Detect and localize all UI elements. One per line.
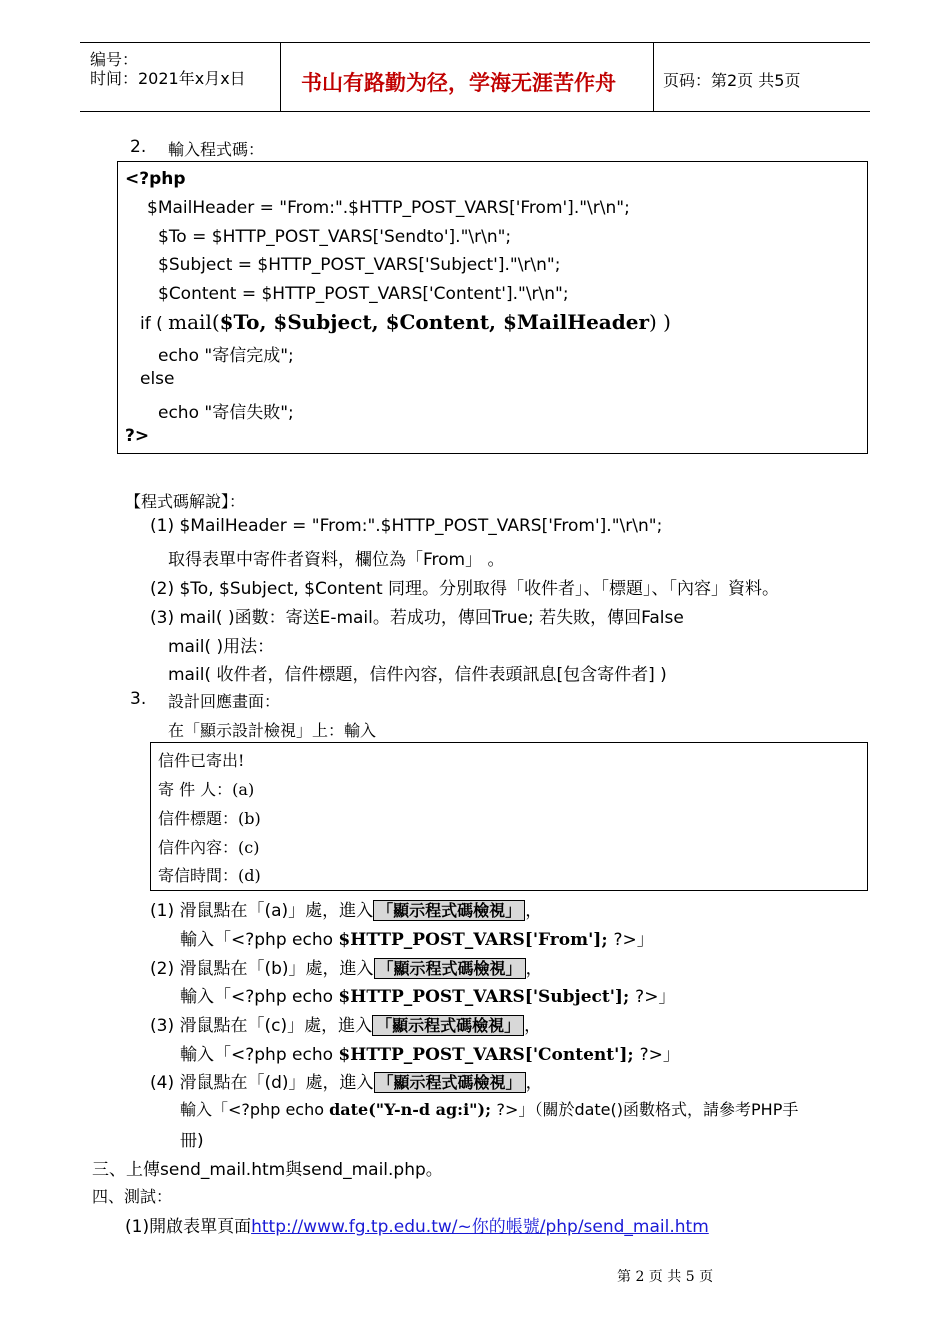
code-close-tag: ?> (125, 426, 150, 446)
show-code-view-button[interactable]: 「顯示程式碼檢視」 (373, 900, 525, 921)
code-if-prefix: if ( (140, 314, 163, 334)
code-if-args: $To, $Subject, $Content, $MailHeader (219, 310, 650, 334)
header-page-cell (654, 43, 870, 111)
step-input: 輸入「<?php echo $HTTP_POST_VARS['From']; ?>」 (180, 930, 654, 950)
response-box (150, 742, 868, 891)
step-item: (1) 滑鼠點在「(a)」處，進入 「顯示程式碼檢視」 ， (150, 901, 543, 921)
step3-sub: 在「顯示設計檢視」上：輸入 (168, 721, 377, 740)
page-footer: 第 2 页 共 5 页 (617, 1269, 714, 1285)
step-input: 輸入「<?php echo $HTTP_POST_VARS['Content']; ?>」 (180, 1045, 680, 1065)
response-line: 寄信時間：(d) (158, 866, 261, 885)
step-item: (3) 滑鼠點在「(c)」處，進入 「顯示程式碼檢視」 ， (150, 1016, 542, 1036)
response-line: 信件內容：(c) (158, 838, 260, 857)
form-page-link[interactable]: http://www.fg.tp.edu.tw/~你的帳號/php/send_mail.htm (251, 1217, 709, 1237)
header-meta-cell (80, 43, 281, 111)
response-line: 寄 件 人：(a) (158, 780, 255, 799)
step2-label: 2. (130, 137, 147, 157)
step-input: 輸入「<?php echo $HTTP_POST_VARS['Subject']; ?>」 (180, 987, 676, 1007)
response-line: 信件已寄出! (158, 751, 245, 770)
step-item: (4) 滑鼠點在「(d)」處，進入 「顯示程式碼檢視」 ， (150, 1073, 543, 1093)
show-code-view-button[interactable]: 「顯示程式碼檢視」 (372, 1015, 524, 1036)
code-if-line (140, 310, 671, 334)
code-line: $MailHeader = "From:".$HTTP_POST_VARS['From']."\r\n"; (147, 198, 630, 218)
header-motto-cell (281, 43, 654, 111)
step2-title: 輸入程式碼： (168, 140, 265, 159)
code-if-fn: mail( (168, 310, 220, 334)
code-box (117, 161, 868, 454)
code-line: $Content = $HTTP_POST_VARS['Content']."\r\n"; (158, 284, 569, 304)
section-test: 四、測試： (92, 1187, 173, 1206)
code-line: echo "寄信失敗"; (158, 403, 294, 423)
explain-item: mail( )用法： (168, 637, 275, 657)
test-step-1: (1)開啟表單頁面http://www.fg.tp.edu.tw/~你的帳號/php/send_mail.htm (125, 1217, 709, 1237)
step-input-continued: 冊) (180, 1131, 204, 1151)
code-line: $Subject = $HTTP_POST_VARS['Subject']."\r\n"; (158, 255, 561, 275)
motto: 书山有路勤为径，学海无涯苦作舟 (301, 71, 616, 95)
code-line: else (140, 369, 175, 389)
step-input: 輸入「<?php echo date("Y-n-d ag:i"); ?>」（關於date()函數格式，請參考PHP手 (180, 1100, 799, 1119)
step3-title: 設計回應畫面： (168, 692, 281, 711)
code-line: echo "寄信完成"; (158, 346, 294, 366)
time-label: 时间：2021年x月x日 (90, 69, 246, 88)
section-upload: 三、上傳send_mail.htm與send_mail.php。 (92, 1160, 443, 1180)
page-header (80, 42, 870, 112)
step3-label: 3. (130, 689, 147, 709)
explain-item: (2) $To, $Subject, $Content 同理。分別取得「收件者」、「標題」、「內容」資料。 (150, 579, 780, 599)
explain-item: 取得表單中寄件者資料，欄位為「From」 。 (168, 550, 505, 570)
explain-item: mail( 收件者，信件標題，信件內容，信件表頭訊息[包含寄件者] ) (168, 665, 667, 685)
page-info: 页码：第2页 共5页 (663, 71, 801, 90)
code-if-suffix: ) ) (649, 310, 671, 334)
explain-title: 【程式碼解說】： (125, 492, 246, 511)
show-code-view-button[interactable]: 「顯示程式碼檢視」 (374, 1072, 526, 1093)
explain-item: (3) mail( )函數：寄送E-mail。若成功，傳回True; 若失敗，傳回False (150, 608, 684, 628)
step-item: (2) 滑鼠點在「(b)」處，進入 「顯示程式碼檢視」 ， (150, 959, 543, 979)
code-line: $To = $HTTP_POST_VARS['Sendto']."\r\n"; (158, 227, 512, 247)
explain-item: (1) $MailHeader = "From:".$HTTP_POST_VARS['From']."\r\n"; (150, 516, 663, 536)
response-line: 信件標題：(b) (158, 809, 261, 828)
number-label: 编号： (90, 50, 139, 69)
code-open-tag: <?php (125, 169, 186, 189)
show-code-view-button[interactable]: 「顯示程式碼檢視」 (374, 958, 526, 979)
